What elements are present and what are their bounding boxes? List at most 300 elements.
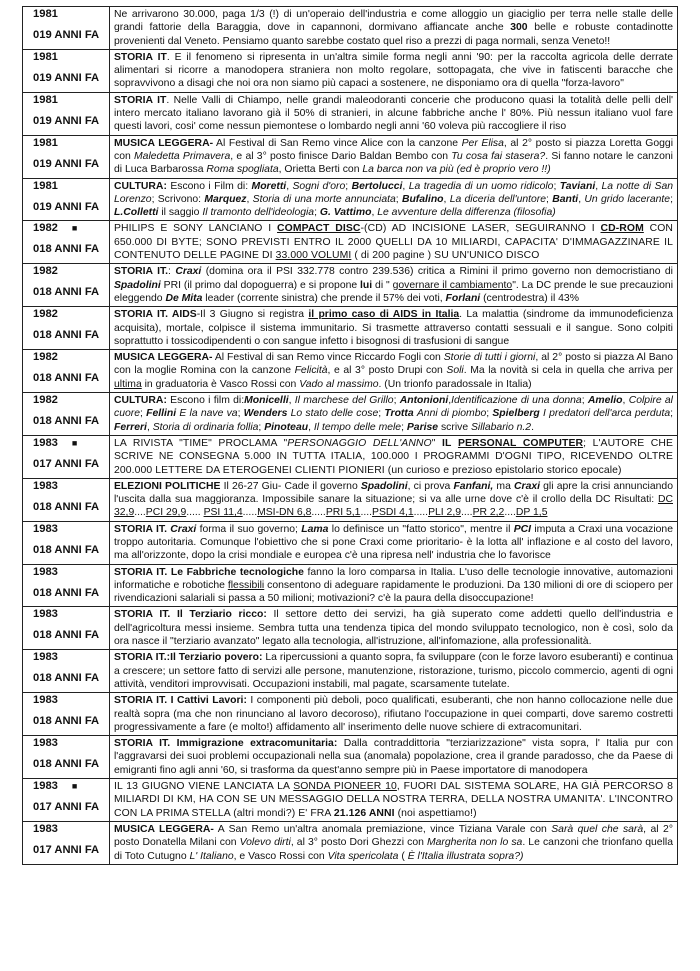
years-ago-label: 018 ANNI FA <box>33 286 100 299</box>
date-cell <box>23 478 110 521</box>
text-segment: . (Un trionfo paradossale in Italia) <box>378 378 532 390</box>
years-ago-label: 018 ANNI FA <box>33 629 100 642</box>
text-segment: ; <box>393 395 400 407</box>
entry-text <box>110 821 678 864</box>
years-ago-label: 017 ANNI FA <box>33 457 100 470</box>
entry-text <box>110 736 678 779</box>
text-segment: MUSICA LEGGERA- <box>114 352 213 364</box>
text-segment: Forlani <box>445 292 481 304</box>
text-segment: LA RIVISTA "TIME" PROCLAMA " <box>114 437 288 449</box>
text-segment: Ne arrivarono 30.000, paga 1/3 (!) di un'operaio dell'industria e come alloggio un giaciglio per terra nelle stalle delle grandi fattorie della Baraggia, dove in capannoni, dormivano affiancate anche <box>114 9 673 34</box>
text-segment: Il marchese del Grillo <box>294 395 394 407</box>
date-cell <box>23 221 110 264</box>
entry-text <box>110 221 678 264</box>
text-segment: Parise <box>406 421 439 433</box>
text-segment: . Si fanno notare le canzoni di Luca Barbarossa <box>114 150 673 176</box>
text-segment: ; <box>670 193 673 205</box>
text-segment: , <box>146 421 153 433</box>
years-ago-label: 019 ANNI FA <box>33 71 100 84</box>
years-ago-label: 017 ANNI FA <box>33 843 100 856</box>
square-bullet-icon: ■ <box>71 437 78 448</box>
date-cell <box>23 264 110 307</box>
years-ago-label: 018 ANNI FA <box>33 672 100 685</box>
text-segment: , <box>286 180 293 192</box>
text-segment: STORIA IT. <box>114 523 171 535</box>
text-segment: governare il cambiamento <box>392 279 513 291</box>
timeline-row <box>23 135 678 178</box>
text-segment: Il 26-27 Giu- Cade il governo <box>220 480 361 492</box>
entry-text <box>110 478 678 521</box>
text-segment: IL 13 GIUGNO VIENE LANCIATA LA <box>114 781 294 793</box>
text-segment: imputa a Craxi una vocazione troppo autoritaria. Comunque l'obiettivo che si pone Craxi come prioritario- è la lotta all' inflazione e al costo del lavoro, ma all'orizzonte, dopo la crisi mondiale e europea c'è una ripresa nell' industria che lo favorisce <box>114 523 673 562</box>
text-segment: . <box>531 421 534 433</box>
text-segment: Vado al massimo <box>299 378 379 390</box>
year-label: 1981 <box>33 136 58 149</box>
timeline-row <box>23 779 678 822</box>
text-segment: ; <box>553 180 560 192</box>
timeline-row <box>23 521 678 564</box>
text-segment: PLI 2,9 <box>428 507 461 519</box>
text-segment: ; <box>378 408 385 420</box>
timeline-row <box>23 350 678 393</box>
years-ago-label: 019 ANNI FA <box>33 29 100 41</box>
date-cell <box>23 307 110 350</box>
text-segment: Maledetta Primavera <box>134 150 231 162</box>
date-cell <box>23 350 110 393</box>
text-segment: Lo stato delle cose <box>290 408 379 420</box>
text-segment: , ci prova <box>407 480 454 492</box>
entry-text <box>110 350 678 393</box>
text-segment: Le avventure della differenza (filosofia) <box>377 207 556 219</box>
text-segment: Tu cosa fai stasera? <box>451 150 546 162</box>
text-segment: . La malattia (sindrome da immunodeficienza acquisita), mortale, colpisce il sistema immunitario. Si trasmette attraverso contatti sessuali e il sangue. Sono colpiti soprattutto i tossicodipendenti o con sangue infetto i bisognosi di trasfusioni di sangue <box>114 309 673 347</box>
text-segment: CULTURA: <box>114 395 167 407</box>
text-segment: Trotta <box>384 408 414 420</box>
text-segment: E la nave va <box>179 408 238 420</box>
timeline-row <box>23 221 678 264</box>
text-segment: DC 32,9 <box>114 494 673 519</box>
text-segment: .... <box>461 507 473 519</box>
text-segment: STORIA IT. AIDS <box>114 309 197 321</box>
entry-text <box>110 779 678 822</box>
text-segment: di " <box>372 279 393 291</box>
year-label: 1983 <box>33 737 58 750</box>
text-segment: Sillabario n.2 <box>471 421 532 433</box>
text-segment: La tragedia di un uomo ridicolo <box>408 180 554 192</box>
text-segment: , al 3° posto Dori Ghezzi con <box>290 837 427 849</box>
text-segment: La ripercussioni a quanto sopra, fa sviluppare (con le forze lavoro esuberanti) e continua a crescere; un settore fatto di servizi alle persone, manutenzione, ristorazione, turismo, piccolo commercio, agenti di ogni attività, venditori improvvisati. Occupazioni instabili, mal pagate, scarsamente tutelate. <box>114 652 674 690</box>
text-segment: STORIA IT. <box>114 266 169 278</box>
year-label: 1983 <box>33 608 58 621</box>
text-segment: Amelio <box>587 395 623 407</box>
timeline-rows <box>23 7 678 865</box>
date-cell <box>23 49 110 92</box>
text-segment: È l'Italia illustrata sopra?) <box>407 850 524 862</box>
text-segment: , <box>622 395 629 407</box>
year-label: 1983 <box>33 522 58 535</box>
text-segment: . Nelle Valli di Chiampo, nelle grandi maleodoranti concerie che producono quasi la totalità delle pelli dell' intero mercato italiano lavorano già il 50% di stranieri, in alcune fabbriche anche l' 80%. Più nessun italiano vuol fare questi lavori, cosi' come nessun piemontese o lombardo negli anni '60 voleva più raccogliere il riso <box>114 94 673 133</box>
text-segment: L' Italiano <box>189 850 234 862</box>
text-segment: Antonioni <box>399 395 449 407</box>
text-segment: Il settore detto dei servizi, ha già superato come addetti quello dell'industria e dell'agricoltura messi insieme. Sembra tutta una tendenza tipica del mondo sviluppato tecnologico, non è così, solo da ora nasce il "terziario avanzato" legato alla tecnologia, all'istruzione, all'infomazione, alla professionalità. <box>114 609 673 648</box>
text-segment: , FUORI DAL SISTEMA SOLARE, HA GIÀ PERCORSO 8 MILIARDI DI KM, HA CON SE UN MESSAGGIO DELLA NOSTRA TERRA, DELLA NOSTRA UMANITA'. L'INCONTRO CON LA PRIMA STELLA (altri mondi?) E' FRA <box>114 781 674 819</box>
year-label: 1983 ■ <box>33 780 78 793</box>
text-segment: PSDI 4,1 <box>372 507 414 519</box>
text-segment: " <box>431 437 443 449</box>
date-cell <box>23 650 110 693</box>
text-segment: PRI 5,1 <box>325 507 361 519</box>
text-segment: (domina ora il PSI 332.778 contro 239.536) critica a Rimini il primo governo non democristiano di <box>201 266 673 278</box>
text-segment: Anni di piombo <box>416 408 487 420</box>
text-segment: Spadolini <box>114 279 161 291</box>
text-segment: ..... <box>311 507 326 519</box>
text-segment: Escono i film di: <box>166 395 245 407</box>
text-segment: La notte di San Lorenzo <box>114 180 674 205</box>
year-label: 1983 <box>33 694 58 707</box>
year-label: 1982 <box>33 394 58 407</box>
text-segment: Marquez <box>204 193 247 205</box>
text-segment: G. Vattimo <box>319 207 372 219</box>
timeline-row <box>23 92 678 135</box>
entry-text <box>110 92 678 135</box>
text-segment: STORIA IT <box>114 51 167 63</box>
text-segment: consentono di adeguare rapidamente le produzioni. Da 130 milioni di ore di sciopero per rivendicazioni salariali si passa a 50 milioni; motivazioni? c'è la paura della disoccupazione! <box>114 579 673 605</box>
text-segment: Monicelli <box>244 395 289 407</box>
entry-text <box>110 564 678 607</box>
text-segment: STORIA IT <box>114 94 167 106</box>
years-ago-label: 018 ANNI FA <box>33 415 100 428</box>
text-segment: Storie di tutti i giorni <box>443 352 536 364</box>
text-segment: DP 1,5 <box>515 507 548 519</box>
text-segment: PSI 11,4 <box>203 507 243 519</box>
text-segment: Identificazione di una donna <box>451 395 582 407</box>
timeline-row <box>23 650 678 693</box>
text-segment: Craxi <box>514 480 541 492</box>
date-cell <box>23 693 110 736</box>
text-segment: fanno la loro comparsa in Italia. L'uso delle tecnologie innovative, automazioni informatiche e robotiche <box>114 566 673 591</box>
text-segment: IL <box>442 437 452 449</box>
text-segment: : <box>168 266 176 278</box>
timeline-row <box>23 178 678 221</box>
text-segment: 21.126 ANNI <box>333 807 395 819</box>
text-segment: PR 2,2 <box>472 507 505 519</box>
year-label: 1983 <box>33 565 58 578</box>
years-ago-label: 017 ANNI FA <box>33 801 100 814</box>
text-segment: MUSICA LEGGERA- <box>114 823 214 835</box>
year-label: 1982 <box>33 351 58 364</box>
entry-text <box>110 7 678 50</box>
text-segment: Colpire al cuore <box>114 395 673 420</box>
text-segment: Spielberg <box>492 408 540 420</box>
text-segment: Taviani <box>559 180 596 192</box>
timeline-row <box>23 478 678 521</box>
square-bullet-icon: ■ <box>71 781 78 792</box>
text-segment: ; <box>546 193 553 205</box>
text-segment: ..... <box>186 507 204 519</box>
text-segment: ; <box>140 408 147 420</box>
date-cell <box>23 393 110 436</box>
year-label: 1982 <box>33 308 58 321</box>
text-segment: 300 <box>510 22 528 34</box>
date-cell <box>23 564 110 607</box>
text-segment: leader (corrente sinistra) che prende il 57% dei voti, <box>202 292 446 304</box>
text-segment: , al 2° posto si piazza Loretta Goggi con <box>114 137 674 162</box>
timeline-row <box>23 564 678 607</box>
text-segment: ; <box>486 408 493 420</box>
text-segment: STORIA IT.:Il Terziario povero: <box>114 652 263 664</box>
text-segment: Escono i Film di: <box>166 180 252 192</box>
text-segment: Wenders <box>243 408 288 420</box>
text-segment: CULTURA: <box>114 180 167 192</box>
text-segment: , e Vasco Rossi con <box>233 850 328 862</box>
text-segment: Roma spogliata <box>206 164 279 176</box>
text-segment: , e al 3° posto finisce Dario Baldan Bembo con <box>230 150 452 162</box>
text-segment: .... <box>504 507 516 519</box>
entry-text <box>110 693 678 736</box>
year-label: 1983 <box>33 651 58 664</box>
text-segment: Margherita non lo sa <box>426 837 523 849</box>
text-segment: Fellini <box>146 408 177 420</box>
entry-text <box>110 393 678 436</box>
text-segment: . E il fenomeno si ripresenta in un'altra simile forma negli anni '90: per la raccolta agricola delle derrate alimentari si ricorre a manodopera straniera non molto regolare, sottopagata, che vive in fatiscenti baracche che sopravvivono a disagi che noi ora non siamo più capaci a sostenere, ne disponiamo ora di quella "forza-lavoro" <box>114 51 673 90</box>
text-segment: , Orietta Berti con <box>278 164 363 176</box>
text-segment: , <box>308 421 314 433</box>
text-segment: Moretti <box>251 180 287 192</box>
text-segment: , <box>578 193 585 205</box>
text-segment: , <box>246 193 253 205</box>
date-cell <box>23 736 110 779</box>
text-segment: Per Elisa <box>461 137 504 149</box>
text-segment: Fanfani, <box>453 480 494 492</box>
text-segment: ma <box>493 480 515 492</box>
text-segment: Lama <box>301 523 329 535</box>
text-segment: belle e robuste contadinotte provenienti dal Veneto. Pensiamo quanto sarebbe costato quel riso a prezzi di paga normali, senza Veneto!! <box>114 22 673 47</box>
text-segment: I predatori dell'arca perduta <box>542 408 671 420</box>
year-label: 1981 <box>33 50 58 63</box>
text-segment: in graduatoria è Vasco Rossi con <box>141 378 300 390</box>
text-segment: ; L'AUTORE CHE SCRIVE NE CONSEGNA 5.000 IN TUTTA ITALIA, 100.000 I PROGRAMMI D'OGNI TIPO, RICEVENDO OLTRE 200.000 LETTERE DA ETEROGENEI CLIENTI PIONIERI (un curioso e prezioso epistolario storico epocale) <box>114 437 673 476</box>
text-segment: il primo caso di AIDS in Italia <box>308 309 460 321</box>
text-segment: gli apre la crisi annunciando l'uscita dalla sua maggioranza. Impossibile sanare la situazione; si va alle urne dove c'è il crollo della DC Risultati: <box>114 480 673 506</box>
text-segment: PERSONAL COMPUTER <box>457 437 584 449</box>
text-segment: Ferreri <box>114 421 147 433</box>
text-segment: Bufalino <box>401 193 444 205</box>
text-segment: Al Festival di san Remo vince Riccardo Fogli con <box>212 352 444 364</box>
text-segment: , <box>595 180 602 192</box>
text-segment: 33.000 VOLUMI <box>275 250 352 262</box>
text-segment: COMPACT DISC <box>277 223 361 235</box>
date-cell <box>23 821 110 864</box>
date-cell <box>23 178 110 221</box>
text-segment: , <box>288 395 295 407</box>
text-segment: De Mita <box>165 292 203 304</box>
text-segment: (noi aspettiamo!) <box>394 807 477 819</box>
text-segment: Storia di una morte annunciata <box>252 193 396 205</box>
timeline-row <box>23 693 678 736</box>
text-segment: Vita spericolata <box>327 850 399 862</box>
years-ago-label: 018 ANNI FA <box>33 543 100 556</box>
text-segment: scrive <box>438 421 471 433</box>
text-segment: Craxi <box>170 523 197 535</box>
text-segment: Storia di ordinaria follia <box>152 421 259 433</box>
entry-text <box>110 307 678 350</box>
text-segment: Felicità <box>294 365 328 377</box>
date-cell <box>23 521 110 564</box>
text-segment: CON 650.000 DI BYTE; SONO PREVISTI ENTRO IL 2000 QUELLI DA 10 MILIARDI, CAPACITA' D'IMMAGAZZINARE IL CONTENUTO DELLE PAGINE DI <box>114 223 674 262</box>
text-segment: I componenti più deboli, poco qualificati, esuberanti, che non hanno collocazione nelle due realtà sopra (ma che non rinunciano al lavoro decoroso), rifiutano l'occupazione in quei comparti, dove saremo costretti progressivamente a fare (e molto!) affidamento all' inserimento delle nuove schiere di extracomunitari. <box>114 695 673 733</box>
text-segment: A San Remo un'altra anomala premiazione, vince Tiziana Varale con <box>213 823 552 835</box>
date-cell <box>23 92 110 135</box>
timeline-row <box>23 307 678 350</box>
timeline-row <box>23 7 678 50</box>
text-segment: Banti <box>552 193 579 205</box>
text-segment: Dalla contraddittoria "terziarizzazione" vista sopra, l' Italia pur con l'aggravarsi dei suoi problemi occupazionali nella sua (anomala) popolazione, crea il grande paradosso, che da Paese di emigranti fino agli anni '60, si trasforma da quest'anno sempre più in Paese importatore di manodopera <box>114 738 673 776</box>
text-segment: PCI 29,9 <box>145 507 187 519</box>
text-segment: ; Scrivono: <box>151 193 205 205</box>
year-label: 1983 ■ <box>33 436 78 449</box>
entry-text <box>110 521 678 564</box>
text-segment: Al Festival di San Remo vince Alice con la canzone <box>213 137 462 149</box>
text-segment: PCI <box>513 523 532 535</box>
year-label: 1981 <box>33 8 58 20</box>
text-segment: Sarà quel che sarà <box>551 823 644 835</box>
text-segment: .... <box>360 507 373 519</box>
text-segment: flessibili <box>227 579 265 591</box>
text-segment: Volevo dirti <box>239 837 291 849</box>
years-ago-label: 018 ANNI FA <box>33 243 100 256</box>
year-label: 1983 <box>33 822 58 835</box>
timeline-row <box>23 264 678 307</box>
text-segment: ; <box>237 408 244 420</box>
text-segment: , al 2° posto Donatella Milani con <box>114 823 673 849</box>
years-ago-label: 018 ANNI FA <box>33 372 100 385</box>
years-ago-label: 019 ANNI FA <box>33 114 100 127</box>
years-ago-label: 019 ANNI FA <box>33 200 100 213</box>
date-cell <box>23 7 110 50</box>
text-segment: Il tempo delle mele <box>313 421 402 433</box>
text-segment: CD-ROM <box>600 223 644 235</box>
entry-text <box>110 135 678 178</box>
text-segment: ..... <box>242 507 258 519</box>
text-segment: ; <box>258 421 265 433</box>
text-segment: ; <box>401 421 407 433</box>
text-segment: ELEZIONI POLITICHE <box>114 480 221 492</box>
text-segment: ..... <box>413 507 429 519</box>
text-segment: lui <box>360 279 373 291</box>
timeline-row <box>23 736 678 779</box>
text-segment: .... <box>134 507 146 519</box>
text-segment: ; <box>314 207 320 219</box>
text-segment: STORIA IT. Le Fabbriche tecnologiche <box>114 566 304 578</box>
text-segment: ; <box>395 193 402 205</box>
entry-text <box>110 650 678 693</box>
years-ago-label: 018 ANNI FA <box>33 586 100 599</box>
years-ago-label: 018 ANNI FA <box>33 758 100 771</box>
text-segment: La diceria dell'untore <box>449 193 547 205</box>
text-segment: ( <box>398 850 408 862</box>
text-segment: Pinoteau <box>264 421 309 433</box>
date-cell <box>23 135 110 178</box>
text-segment: Craxi <box>175 266 202 278</box>
date-cell <box>23 779 110 822</box>
text-segment: , <box>443 193 450 205</box>
timeline-row <box>23 607 678 650</box>
year-label: 1983 <box>33 479 58 492</box>
entry-text <box>110 178 678 221</box>
year-label: 1981 <box>33 179 58 192</box>
text-segment: PRI (il primo dal dopoguerra) e si propone <box>160 279 361 291</box>
timeline-sheet <box>22 6 678 865</box>
year-label: 1982 <box>33 265 58 278</box>
text-segment: -(CD) AD INCISIONE LASER, SEGUIRANNO I <box>360 223 601 235</box>
text-segment: STORIA IT. I Cattivi Lavori: <box>114 695 247 707</box>
text-segment: Spadolini <box>360 480 408 492</box>
text-segment: Un grido lacerante <box>584 193 671 205</box>
text-segment: , <box>448 395 452 407</box>
text-segment: , al 2° posto si piazza Al Bano con la moglie Romina con la canzone <box>114 352 673 377</box>
text-segment: ( di 200 pagine ) SU UN'UNICO DISCO <box>351 250 540 262</box>
text-segment: Sogni d'oro <box>292 180 346 192</box>
entry-text <box>110 607 678 650</box>
text-segment: ultima <box>114 378 142 390</box>
entry-text <box>110 49 678 92</box>
text-segment: MUSICA LEGGERA- <box>114 137 214 149</box>
entry-text <box>110 435 678 478</box>
text-segment: ; <box>581 395 588 407</box>
text-segment: SONDA PIONEER 10 <box>293 781 397 793</box>
text-segment: Soli <box>446 365 464 377</box>
text-segment: Il tramonto dell'ideologia <box>202 207 315 219</box>
text-segment: Bertolucci <box>351 180 403 192</box>
text-segment: STORIA IT. Il Terziario ricco: <box>114 609 267 621</box>
years-ago-label: 019 ANNI FA <box>33 157 100 170</box>
entry-text <box>110 264 678 307</box>
text-segment: il saggio <box>158 207 203 219</box>
text-segment: ". La DC prende le sue precauzioni eleggendo <box>114 279 673 304</box>
square-bullet-icon: ■ <box>71 223 78 234</box>
text-segment: , e al 3° posto Drupi con <box>327 365 447 377</box>
text-segment: ; <box>345 180 352 192</box>
text-segment: , <box>402 180 409 192</box>
years-ago-label: 018 ANNI FA <box>33 329 100 342</box>
year-label: 1981 <box>33 93 58 106</box>
timeline-row <box>23 435 678 478</box>
text-segment: PHILIPS E SONY LANCIANO I <box>114 223 278 235</box>
text-segment: lo definisce un "fatto storico", mentre il <box>328 523 514 535</box>
text-segment: , <box>371 207 378 219</box>
timeline-row <box>23 821 678 864</box>
text-segment: ; <box>670 408 674 420</box>
text-segment: -Il 3 Giugno si registra <box>196 309 309 321</box>
years-ago-label: 018 ANNI FA <box>33 715 100 728</box>
timeline-row <box>23 49 678 92</box>
text-segment: L.Colletti <box>114 207 159 219</box>
text-segment: MSI-DN 6,8 <box>257 507 312 519</box>
timeline-row <box>23 393 678 436</box>
text-segment: La barca non va più (ed è proprio vero !!) <box>362 164 551 176</box>
timeline-table <box>22 6 678 865</box>
text-segment: . Le canzoni che trionfano quella di Toto Cutugno <box>114 837 673 862</box>
text-segment: (centrodestra) il 43% <box>480 292 579 304</box>
text-segment: . Ma la novità si cela in quella che arriva per <box>463 365 673 377</box>
years-ago-label: 018 ANNI FA <box>33 500 100 513</box>
year-label: 1982 ■ <box>33 222 78 235</box>
date-cell <box>23 435 110 478</box>
text-segment: STORIA IT. Immigrazione extracomunitaria: <box>114 738 338 750</box>
text-segment: forma il suo governo; <box>196 523 302 535</box>
date-cell <box>23 607 110 650</box>
text-segment: PERSONAGGIO DELL'ANNO <box>287 437 432 449</box>
